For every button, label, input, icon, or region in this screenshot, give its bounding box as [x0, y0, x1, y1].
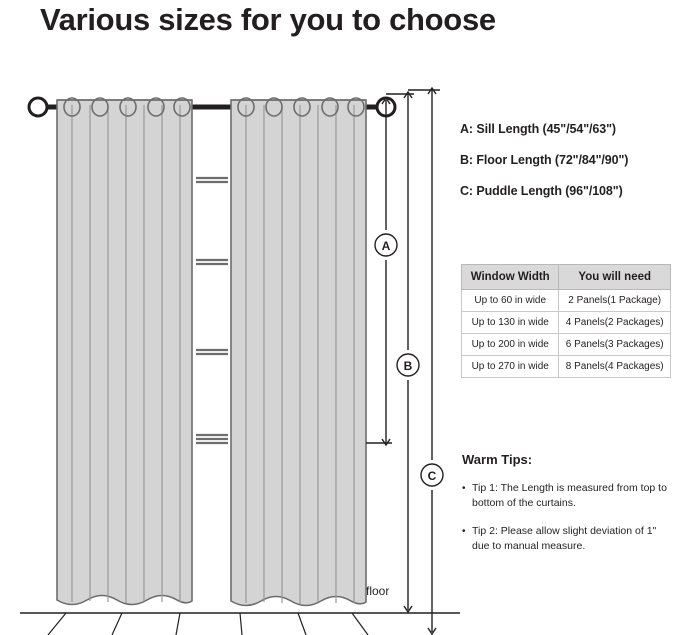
- table-cell-width: Up to 200 in wide: [462, 334, 559, 356]
- table-row: [462, 356, 671, 378]
- warm-tip-2: • Tip 2: Please allow slight deviation of 1" due to manual measure.: [462, 524, 674, 554]
- length-legend: [460, 122, 675, 215]
- table-cell-width: Up to 130 in wide: [462, 312, 559, 334]
- panel-quantity-table-wrap: [461, 264, 671, 378]
- warm-tips-title: Warm Tips:: [462, 452, 533, 467]
- page-title: Various sizes for you to choose: [40, 2, 496, 37]
- marker-c-label: C: [427, 469, 437, 483]
- table-row: [462, 334, 671, 356]
- legend-item-b: B: Floor Length (72"/84"/90"): [460, 153, 629, 167]
- table-header-row: [462, 265, 671, 290]
- table-cell-need: 8 Panels(4 Packages): [559, 356, 671, 378]
- floor-label: floor: [366, 584, 390, 598]
- warm-tips-section: [462, 452, 674, 567]
- table-header-you-will-need: You will need: [559, 265, 671, 290]
- panel-quantity-table: [461, 264, 671, 378]
- curtain-panel-left: [57, 98, 192, 605]
- window-frame: [196, 178, 228, 443]
- curtain-diagram: [0, 60, 460, 635]
- table-row: [462, 290, 671, 312]
- warm-tip-1: • Tip 1: The Length is measured from top to bottom of the curtains.: [462, 481, 674, 511]
- table-row: [462, 312, 671, 334]
- table-header-window-width: Window Width: [462, 265, 559, 290]
- table-cell-width: Up to 270 in wide: [462, 356, 559, 378]
- legend-item-c: C: Puddle Length (96"/108"): [460, 184, 623, 198]
- table-cell-width: Up to 60 in wide: [462, 290, 559, 312]
- floor-line: [20, 613, 460, 635]
- measure-arrow-a: [366, 98, 392, 445]
- curtain-panel-right: [231, 98, 366, 606]
- measure-arrow-b: [386, 92, 414, 612]
- table-cell-need: 2 Panels(1 Package): [559, 290, 671, 312]
- table-cell-need: 6 Panels(3 Packages): [559, 334, 671, 356]
- marker-b-label: B: [403, 359, 413, 373]
- legend-item-a: A: Sill Length (45"/54"/63"): [460, 122, 616, 136]
- marker-a-label: A: [381, 239, 391, 253]
- table-cell-need: 4 Panels(2 Packages): [559, 312, 671, 334]
